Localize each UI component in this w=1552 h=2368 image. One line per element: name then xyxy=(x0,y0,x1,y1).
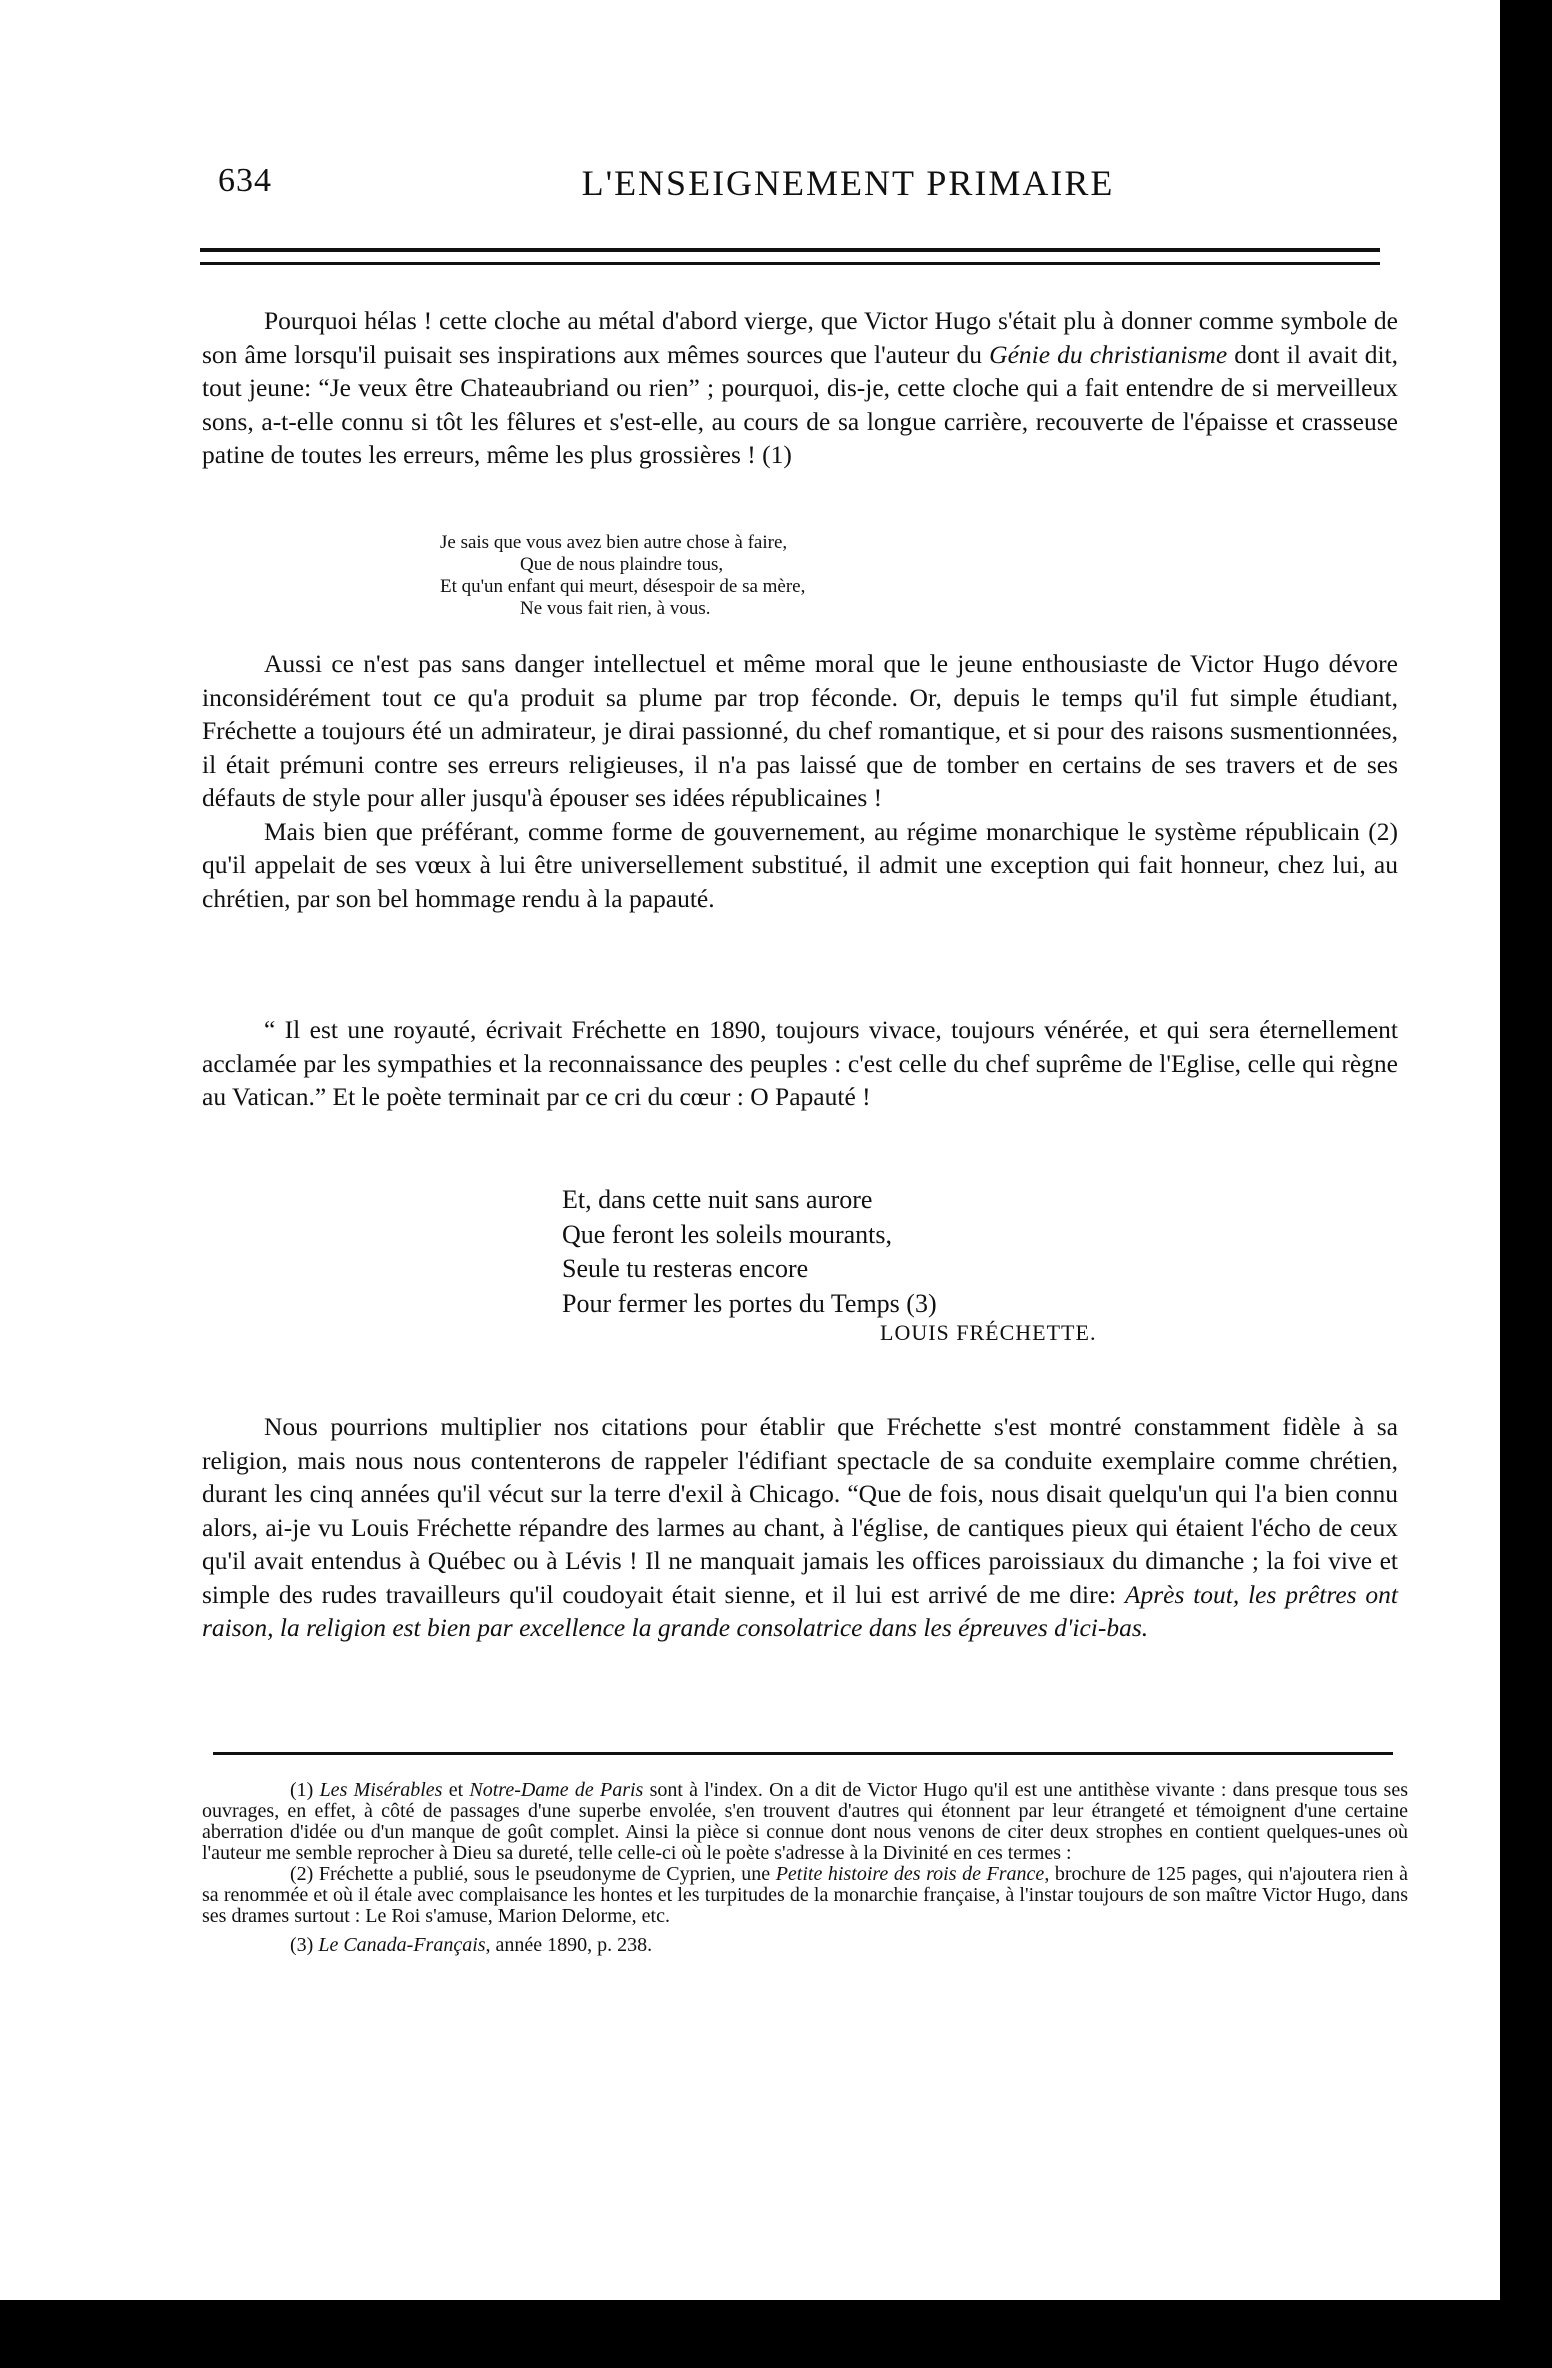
header-rule xyxy=(200,248,1380,265)
footnote-1-mark: (1) xyxy=(290,1779,320,1801)
footnote-1 xyxy=(202,1780,1408,1864)
footnote-1-conj: et xyxy=(442,1779,470,1801)
paragraph-5 xyxy=(202,1410,1398,1645)
paragraph-1-text-a: Pourquoi hélas ! cette cloche au métal d'abord vierge, que Victor Hugo s'était plu à donner comme symbole de son âme lorsqu'il puisait ses inspirations aux mêmes sources que l'auteur du xyxy=(202,306,1398,369)
footnote-2-text-a: (2) Fréchette a publié, sous le pseudonyme de Cyprien, une xyxy=(290,1863,776,1885)
footnote-2 xyxy=(202,1864,1408,1927)
scan-border-bottom xyxy=(0,2300,1552,2368)
footnote-3-mark: (3) xyxy=(290,1934,319,1956)
footnote-2-text-b: , brochure de 125 pages, qui n'ajoutera rien à sa renommée et où il étale avec complaisance les hontes et les turpitudes de la monarchie française, à l'instar toujours de son maître Victor Hugo, dans ses drames surtout : Le Roi s'amuse, Marion Delorme, etc. xyxy=(202,1863,1408,1927)
paragraph-2: Aussi ce n'est pas sans danger intellectuel et même moral que le jeune enthousiaste de Victor Hugo dévore inconsidérément tout ce qu'a produit sa plume par trop féconde. Or, depuis le temps qu'il fut simple étudiant, Fréchette a toujours été un admirateur, je dirai passionné, du chef romantique, et si pour des raisons susmentionnées, il était prémuni contre ses erreurs religieuses, il n'a pas laissé que de tomber en certains de ses travers et de ses défauts de style pour aller jusqu'à épouser ses idées républicaines ! xyxy=(202,649,1398,812)
verse-1-line-4: Ne vous fait rien, à vous. xyxy=(520,598,711,619)
paragraph-1-italic: Génie du christianisme xyxy=(989,339,1228,369)
paragraph-1-text-b: dont il avait dit, tout jeune: “Je veux être Chateaubriand ou rien” ; pourquoi, dis-je, cette cloche qui a fait entendre de si merveilleux sons, a-t-elle connu si tôt les fêlures et s'est-elle, au cours de sa longue carrière, recouverte de l'épaisse et crasseuse patine de toutes les erreurs, même les plus grossières ! (1) xyxy=(202,339,1398,469)
paragraph-3: Mais bien que préférant, comme forme de gouvernement, au régime monarchique le système républicain (2) qu'il appelait de ses vœux à lui être universellement substitué, il admit une exception qui fait honneur, chez lui, au chrétien, par son bel hommage rendu à la papauté. xyxy=(202,816,1398,913)
running-title: L'ENSEIGNEMENT PRIMAIRE xyxy=(581,163,1115,203)
poem-signature: LOUIS FRÉCHETTE. xyxy=(880,1320,1097,1345)
verse-2-line-2: Que feront les soleils mourants, xyxy=(562,1219,892,1249)
footnote-3-title: Le Canada-Français xyxy=(318,1934,486,1956)
paragraph-2-block xyxy=(202,647,1398,915)
footnote-2-title: Petite histoire des rois de France xyxy=(775,1863,1045,1885)
page-header xyxy=(198,162,1378,212)
verse-quote-1 xyxy=(440,532,805,620)
verse-1-line-3: Et qu'un enfant qui meurt, désespoir de sa mère, xyxy=(440,576,806,597)
scan-border-right xyxy=(1500,0,1552,2368)
paragraph-4-text: “ Il est une royauté, écrivait Fréchette en 1890, toujours vivace, toujours vénérée, et qui sera éternellement acclamée par les sympathies et la reconnaissance des peuples : c'est celle du chef suprême de l'Eglise, celle qui règne au Vatican.” Et le poète terminait par ce cri du cœur : O Papauté ! xyxy=(202,1015,1398,1111)
verse-2-line-1: Et, dans cette nuit sans aurore xyxy=(562,1185,873,1214)
footnote-rule xyxy=(213,1752,1393,1755)
page-number: 634 xyxy=(218,162,272,199)
footnotes xyxy=(202,1780,1408,1956)
verse-quote-2 xyxy=(562,1183,937,1321)
footnote-3-text: , année 1890, p. 238. xyxy=(485,1934,653,1956)
paragraph-5-text: Nous pourrions multiplier nos citations pour établir que Fréchette s'est montré constamment fidèle à sa religion, mais nous nous contenterons de rappeler l'édifiant spectacle de sa conduite exemplaire comme chrétien, durant les cinq années qu'il vécut sur la terre d'exil à Chicago. “Que de fois, nous disait quelqu'un qui l'a bien connu alors, ai-je vu Louis Fréchette répandre des larmes au chant, à l'église, de cantiques pieux qui étaient l'écho de ceux qu'il avait entendus à Québec ou à Lévis ! Il ne manquait jamais les offices paroissiaux du dimanche ; la foi vive et simple des rudes travailleurs qu'il coudoyait était sienne, et il lui est arrivé de me dire: xyxy=(202,1412,1398,1609)
footnote-1-title-1: Les Misérables xyxy=(319,1779,443,1801)
paragraph-4 xyxy=(202,1013,1398,1114)
verse-1-line-2: Que de nous plaindre tous, xyxy=(520,554,724,575)
verse-1-line-1: Je sais que vous avez bien autre chose à faire, xyxy=(440,532,788,553)
verse-2-line-4: Pour fermer les portes du Temps (3) xyxy=(562,1288,937,1318)
footnote-3 xyxy=(202,1935,1408,1956)
footnote-1-text: sont à l'index. On a dit de Victor Hugo qu'il est une antithèse vivante : dans presque tous ses ouvrages, en effet, à côté de passages d'une superbe envolée, s'en trouvent d'autres qui étonnent par leur étrangeté et témoignent d'une certaine aberration d'idée ou d'un manque de goût complet. Ainsi la pièce si connue dont nous venons de citer deux strophes en contient quelques-unes où l'auteur me semble reprocher à Dieu sa dureté, telle celle-ci où le poète s'adresse à la Divinité en ces termes : xyxy=(202,1779,1408,1864)
paragraph-5-italic: Après tout, les prêtres ont raison, la religion est bien par excellence la grande consolatrice dans les épreuves d'ici-bas. xyxy=(202,1579,1398,1642)
paragraph-1 xyxy=(202,304,1398,472)
verse-2-line-3: Seule tu resteras encore xyxy=(562,1254,809,1283)
footnote-1-title-2: Notre-Dame de Paris xyxy=(469,1779,644,1801)
